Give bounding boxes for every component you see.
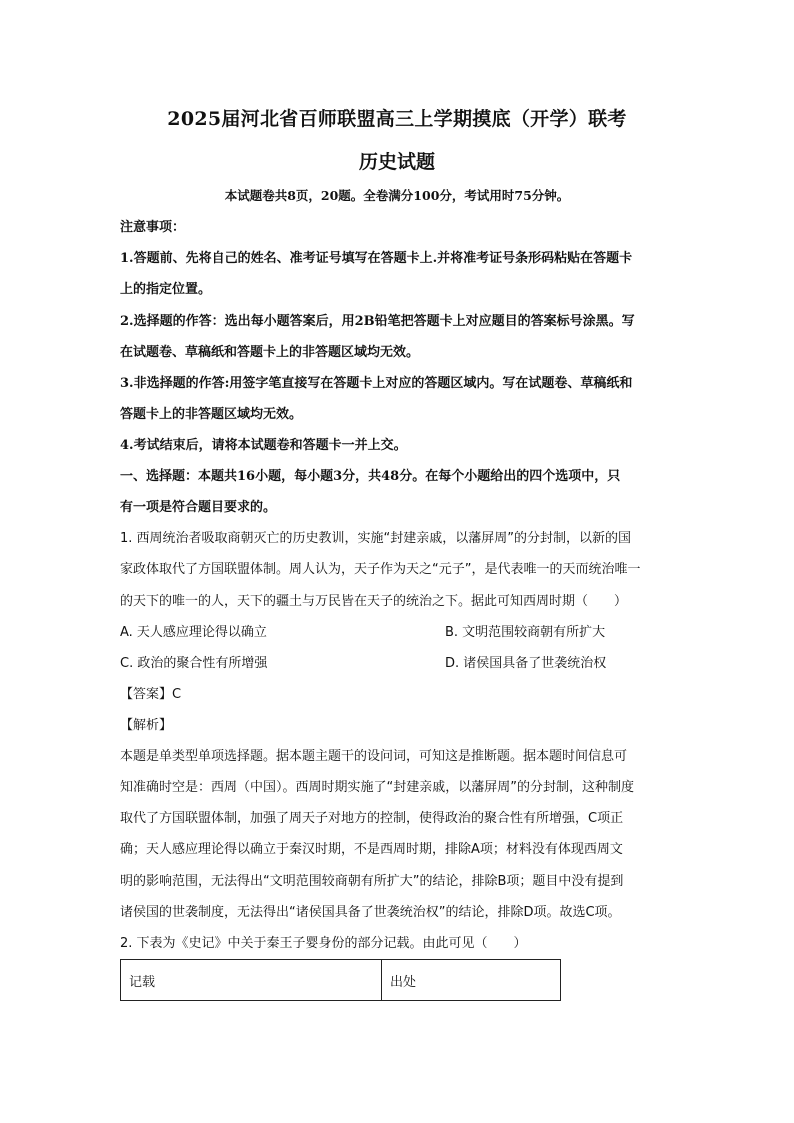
question-text: 1. 西周统治者吸取商朝灭亡的历史教训，实施“封建亲戚，以藩屏周”的分封制，以新的国 [120, 531, 632, 546]
section-heading: 有一项是符合题目要求的。 [120, 500, 277, 515]
table-row [121, 960, 561, 1001]
option-a: A. 天人感应理论得以确立 [120, 625, 267, 640]
analysis-text: 诸侯国的世袭制度，无法得出“诸侯国具备了世袭统治权”的结论，排除D项。故选C项。 [120, 905, 621, 920]
option-b: B. 文明范围较商朝有所扩大 [445, 625, 606, 640]
analysis-text: 明的影响范围，无法得出“文明范围较商朝有所扩大”的结论，排除B项；题目中没有提到 [120, 874, 624, 889]
notice-heading: 注意事项： [120, 220, 186, 235]
analysis-text: 确；天人感应理论得以确立于秦汉时期，不是西周时期，排除A项；材料没有体现西周文 [120, 842, 623, 857]
notice-line: 2.选择题的作答：选出每小题答案后，用2B铅笔把答题卡上对应题目的答案标号涂黑。写 [120, 314, 635, 329]
notice-line: 在试题卷、草稿纸和答题卡上的非答题区域均无效。 [120, 345, 420, 360]
analysis-label: 【解析】 [120, 718, 173, 733]
notice-line: 上的指定位置。 [120, 282, 212, 297]
notice-line: 1.答题前、先将自己的姓名、准考证号填写在答题卡上.并将准考证号条形码粘贴在答题卡 [120, 251, 633, 266]
analysis-text: 本题是单类型单项选择题。据本题主题干的设问词，可知这是推断题。据本题时间信息可 [120, 749, 628, 764]
notice-line: 3.非选择题的作答:用签字笔直接写在答题卡上对应的答题区域内。写在试题卷、草稿纸和 [120, 376, 633, 391]
notice-line: 答题卡上的非答题区域均无效。 [120, 407, 303, 422]
exam-title: 2025届河北省百师联盟高三上学期摸底（开学）联考 [167, 108, 627, 130]
option-d: D. 诸侯国具备了世袭统治权 [445, 656, 607, 671]
exam-info: 本试题卷共8页，20题。全卷满分100分，考试用时75分钟。 [224, 188, 570, 203]
answer: 【答案】C [120, 687, 182, 702]
section-heading: 一、选择题：本题共16小题，每小题3分，共48分。在每个小题给出的四个选项中，只 [120, 469, 621, 484]
exam-subtitle: 历史试题 [358, 151, 435, 173]
notice-line: 4.考试结束后，请将本试题卷和答题卡一并上交。 [120, 438, 407, 453]
question-text: 家政体取代了方国联盟体制。周人认为，天子作为天之“元子”，是代表唯一的天而统治唯一 [120, 562, 641, 577]
analysis-text: 知准确时空是：西周（中国）。西周时期实施了“封建亲戚，以藩屏周”的分封制，这种制度 [120, 780, 634, 795]
table-header-record: 记载 [121, 960, 382, 1001]
option-c: C. 政治的聚合性有所增强 [120, 656, 268, 671]
table-header-source: 出处 [382, 960, 561, 1001]
question-text: 的天下的唯一的人，天下的疆土与万民皆在天子的统治之下。据此可知西周时期（ ） [120, 594, 628, 609]
analysis-text: 取代了方国联盟体制，加强了周天子对地方的控制，使得政治的聚合性有所增强，C项正 [120, 811, 624, 826]
record-table [120, 959, 561, 1001]
question-text: 2. 下表为《史记》中关于秦王子婴身份的部分记载。由此可见（ ） [120, 936, 527, 951]
